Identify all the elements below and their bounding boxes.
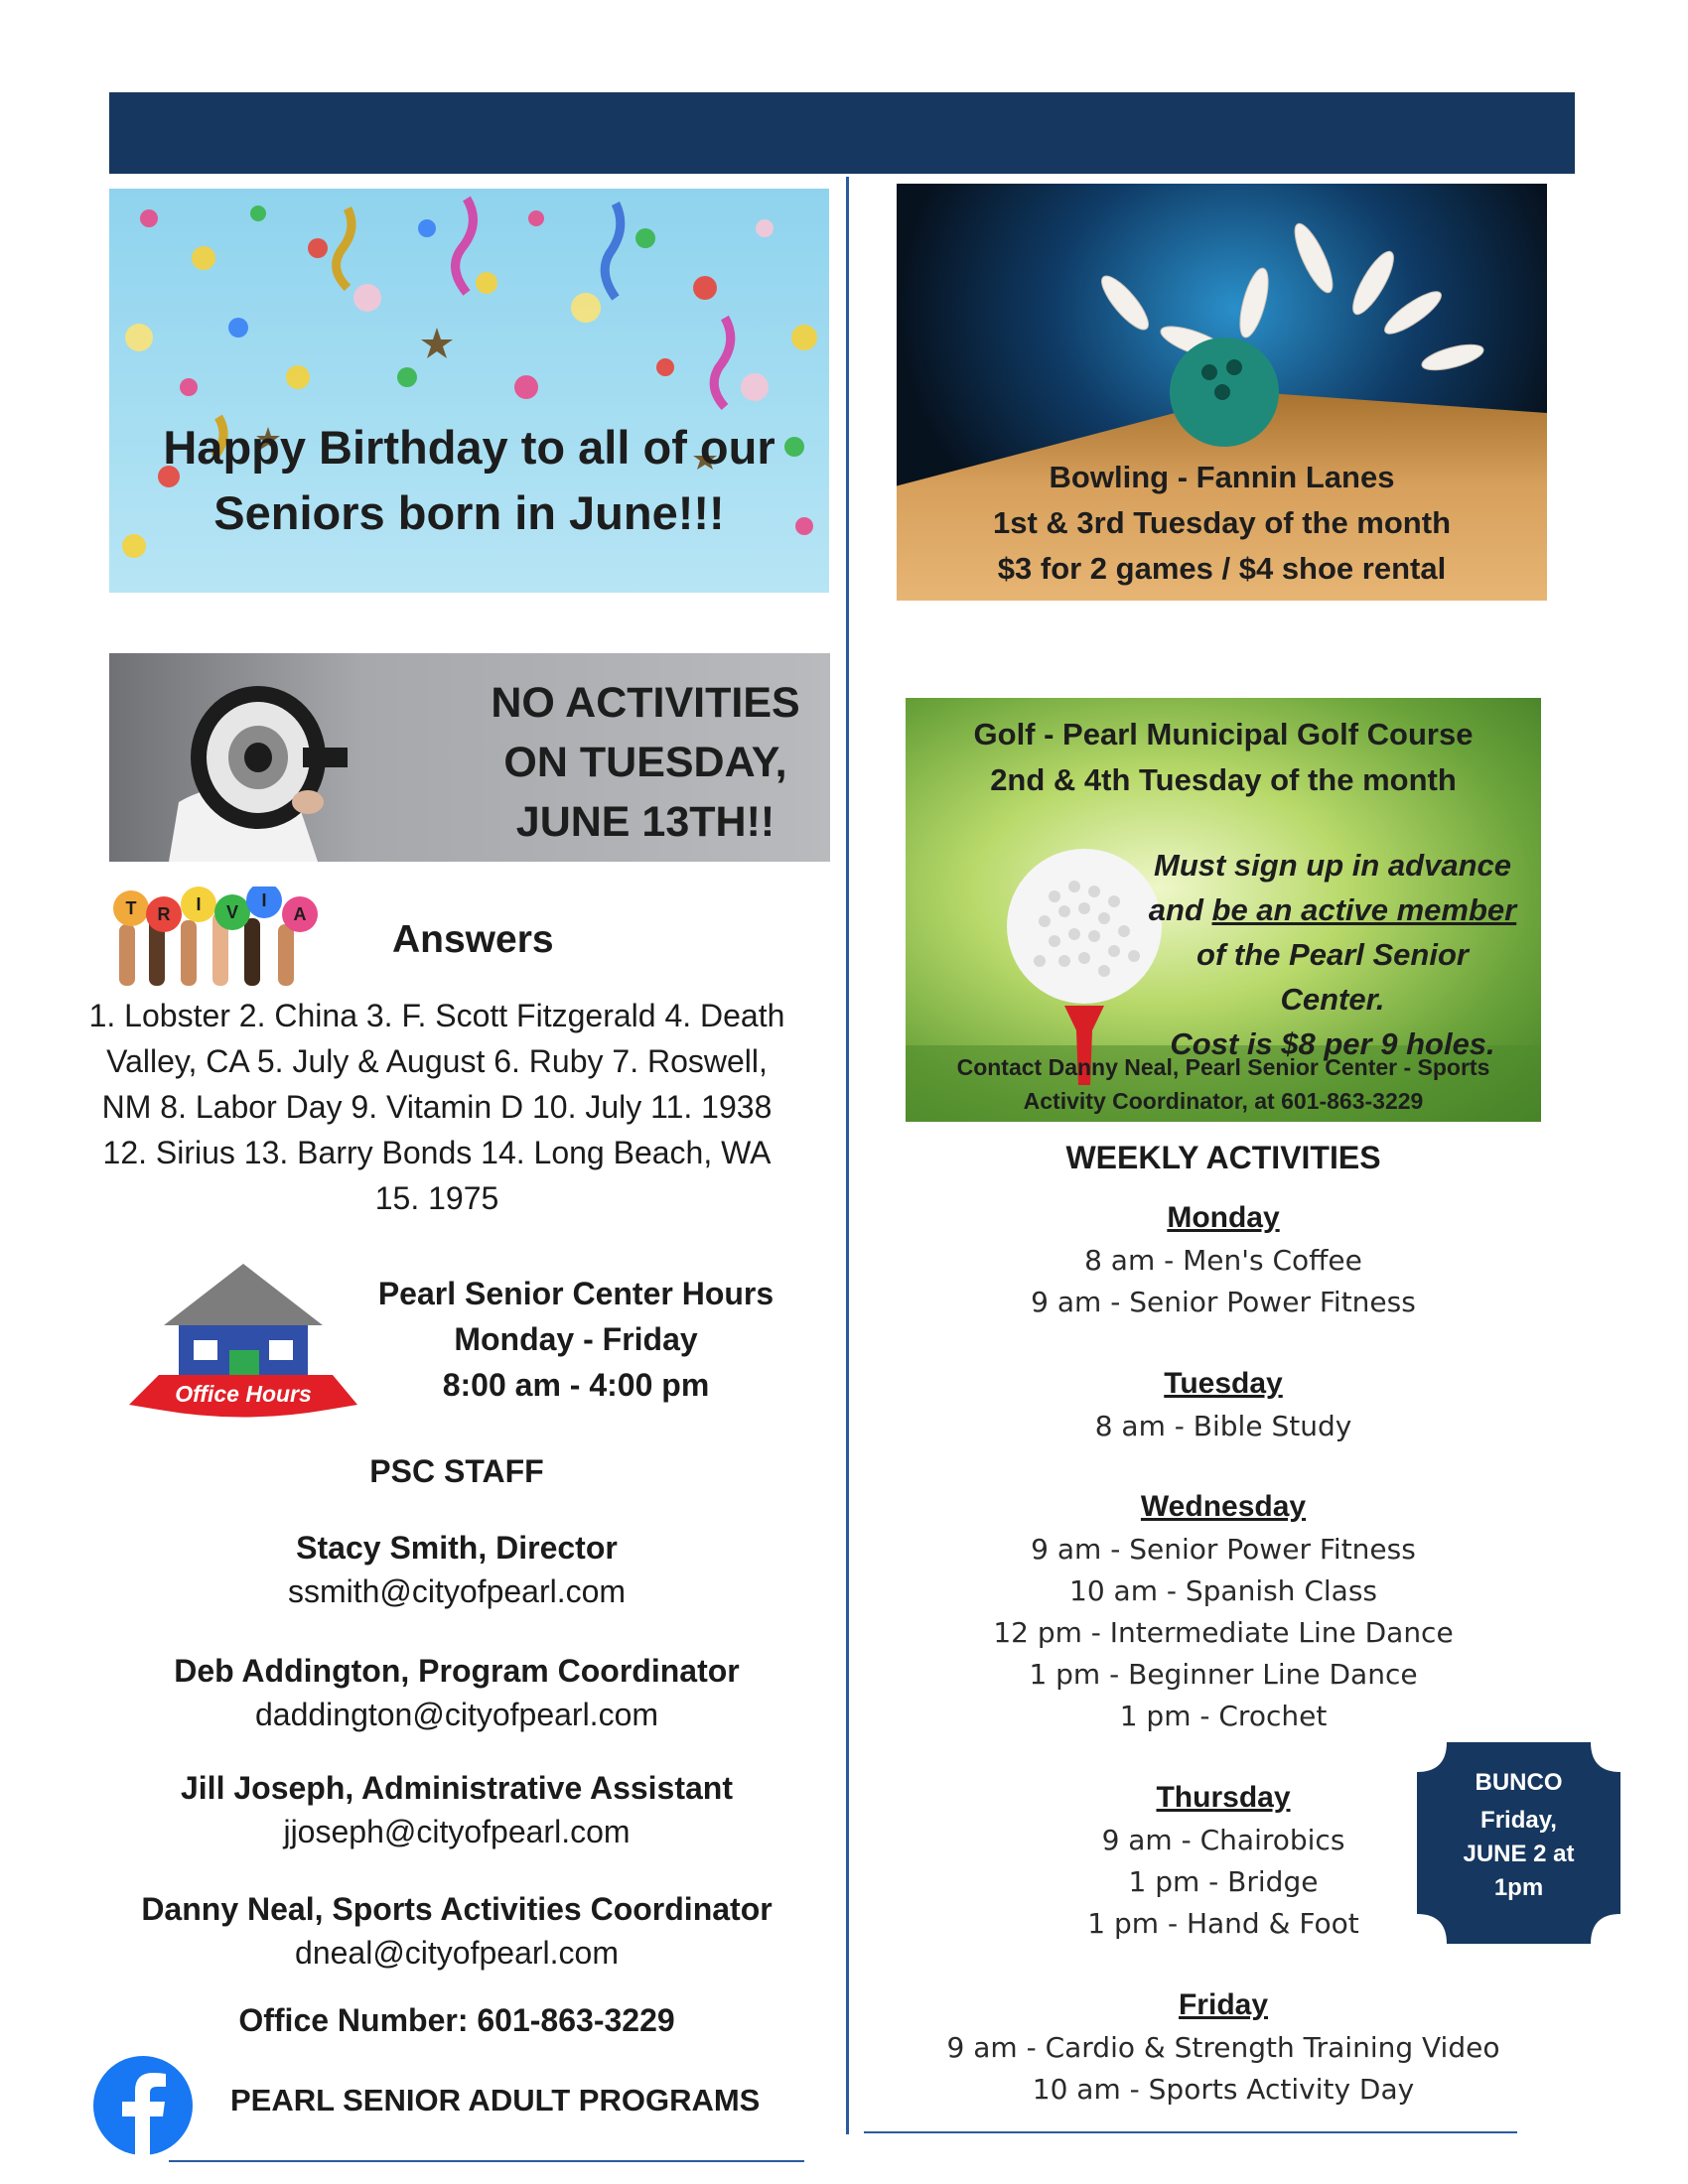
hours-line-1: Pearl Senior Center Hours xyxy=(377,1276,774,1311)
activity-item: 10 am - Sports Activity Day xyxy=(1032,2073,1415,2106)
weekly-activities-title: WEEKLY ACTIVITIES xyxy=(1065,1140,1381,1175)
staff-name: Jill Joseph, Administrative Assistant xyxy=(180,1770,733,1806)
hours-line-3: 8:00 am - 4:00 pm xyxy=(442,1367,710,1403)
facebook-page-label[interactable]: PEARL SENIOR ADULT PROGRAMS xyxy=(230,2083,761,2117)
staff-member xyxy=(139,1649,774,1736)
golf-contact-line-2: Activity Coordinator, at 601-863-3229 xyxy=(1023,1088,1424,1114)
bowling-line-2: 1st & 3rd Tuesday of the month xyxy=(992,505,1452,540)
no-activities-text xyxy=(447,673,830,852)
day-friday xyxy=(906,1983,1541,2111)
bunco-text xyxy=(1417,1766,1620,1905)
golf-contact xyxy=(906,1050,1541,1118)
activity-item: 10 am - Spanish Class xyxy=(1069,1574,1377,1607)
bowling-info xyxy=(897,455,1547,592)
staff-member xyxy=(139,1526,774,1613)
office-hours-badge: Office Hours xyxy=(175,1381,312,1407)
golf-note-member: be an active member xyxy=(1211,892,1517,927)
no-activities-banner xyxy=(109,653,830,862)
day-monday xyxy=(906,1196,1541,1323)
golf-heading xyxy=(906,712,1541,803)
golf-head-line-2: 2nd & 4th Tuesday of the month xyxy=(990,762,1457,797)
header-bar xyxy=(109,92,1575,174)
day-wednesday xyxy=(906,1485,1541,1737)
day-name: Tuesday xyxy=(1164,1367,1283,1400)
trivia-line: 15. 1975 xyxy=(374,1180,499,1216)
golf-note-line-4: Cost is $8 per 9 holes. xyxy=(1170,1026,1495,1061)
golf-note-and: and xyxy=(1148,892,1212,927)
trivia-letter: A xyxy=(293,904,307,924)
golf-head-line-1: Golf - Pearl Municipal Golf Course xyxy=(973,717,1474,751)
trivia-line: NM 8. Labor Day 9. Vitamin D 10. July 11. 1938 xyxy=(101,1089,773,1125)
megaphone-image xyxy=(109,653,447,862)
golf-banner xyxy=(906,698,1541,1122)
activity-item: 9 am - Cardio & Strength Training Video xyxy=(946,2031,1500,2064)
day-name: Monday xyxy=(1167,1201,1280,1234)
day-tuesday xyxy=(906,1362,1541,1447)
trivia-letter: V xyxy=(225,902,239,922)
staff-name: Stacy Smith, Director xyxy=(296,1530,618,1566)
golf-note-line-2 xyxy=(1144,887,1521,932)
birthday-banner xyxy=(109,189,829,593)
bowling-line-1: Bowling - Fannin Lanes xyxy=(1049,460,1395,494)
bowling-banner xyxy=(897,184,1547,601)
bottom-rule-right xyxy=(864,2131,1517,2133)
trivia-answers xyxy=(40,993,834,1221)
birthday-message: Happy Birthday to all of our Seniors born in June!!! xyxy=(163,421,775,539)
notice-line-3: JUNE 13TH!! xyxy=(515,798,775,846)
activity-item: 9 am - Chairobics xyxy=(1101,1824,1345,1856)
activity-item: 1 pm - Hand & Foot xyxy=(1087,1907,1359,1940)
trivia-line: Valley, CA 5. July & August 6. Ruby 7. Roswell, xyxy=(106,1043,768,1079)
bottom-rule-left xyxy=(169,2160,804,2162)
notice-line-1: NO ACTIVITIES xyxy=(491,679,800,727)
trivia-letter: R xyxy=(157,904,171,924)
day-name: Thursday xyxy=(1156,1781,1291,1814)
hours-line-2: Monday - Friday xyxy=(454,1321,698,1357)
staff-name: Danny Neal, Sports Activities Coordinator xyxy=(141,1891,773,1927)
day-name: Friday xyxy=(1178,1988,1269,2021)
bunco-line: JUNE 2 at xyxy=(1463,1841,1575,1867)
office-hours-text xyxy=(367,1271,784,1408)
golf-contact-line-1: Contact Danny Neal, Pearl Senior Center - Sports xyxy=(956,1054,1490,1080)
activity-item: 1 pm - Crochet xyxy=(1119,1700,1328,1732)
staff-heading: PSC STAFF xyxy=(369,1453,544,1489)
staff-member xyxy=(139,1887,774,1975)
trivia-line: 1. Lobster 2. China 3. F. Scott Fitzgerald 4. Death xyxy=(88,998,785,1033)
activity-item: 8 am - Men's Coffee xyxy=(1084,1244,1362,1277)
activity-item: 9 am - Senior Power Fitness xyxy=(1031,1533,1416,1566)
office-hours-icon xyxy=(124,1256,362,1430)
staff-email[interactable]: jjoseph@cityofpearl.com xyxy=(283,1814,631,1849)
bowling-line-3: $3 for 2 games / $4 shoe rental xyxy=(997,551,1447,586)
office-number: Office Number: 601-863-3229 xyxy=(238,2002,675,2038)
staff-email[interactable]: daddington@cityofpearl.com xyxy=(254,1697,659,1732)
trivia-letter: T xyxy=(125,898,137,918)
trivia-letter: I xyxy=(196,894,202,914)
bunco-badge xyxy=(1417,1742,1620,1944)
activity-item: 1 pm - Bridge xyxy=(1128,1865,1319,1898)
day-name: Wednesday xyxy=(1140,1490,1307,1523)
golf-note-line-1: Must sign up in advance xyxy=(1154,848,1511,883)
trivia-logo xyxy=(109,887,323,986)
activity-item: 9 am - Senior Power Fitness xyxy=(1031,1286,1416,1318)
bunco-title: BUNCO xyxy=(1475,1769,1563,1796)
trivia-letter: I xyxy=(261,890,267,910)
activity-item: 12 pm - Intermediate Line Dance xyxy=(993,1616,1454,1649)
facebook-icon[interactable] xyxy=(92,2055,194,2156)
column-divider xyxy=(846,177,849,2134)
activity-item: 1 pm - Beginner Line Dance xyxy=(1029,1658,1418,1691)
trivia-line: 12. Sirius 13. Barry Bonds 14. Long Beach, WA xyxy=(102,1135,772,1170)
staff-member xyxy=(139,1766,774,1853)
golf-note-line-3: of the Pearl Senior Center. xyxy=(1196,937,1469,1017)
notice-line-2: ON TUESDAY, xyxy=(503,739,787,786)
golf-note xyxy=(1144,843,1521,1066)
activity-item: 8 am - Bible Study xyxy=(1094,1410,1352,1442)
staff-email[interactable]: ssmith@cityofpearl.com xyxy=(287,1573,627,1609)
trivia-answers-title: Answers xyxy=(392,918,554,961)
staff-name: Deb Addington, Program Coordinator xyxy=(174,1653,740,1689)
bunco-line: Friday, xyxy=(1480,1807,1557,1834)
bunco-line: 1pm xyxy=(1493,1874,1544,1901)
staff-email[interactable]: dneal@cityofpearl.com xyxy=(295,1935,619,1971)
